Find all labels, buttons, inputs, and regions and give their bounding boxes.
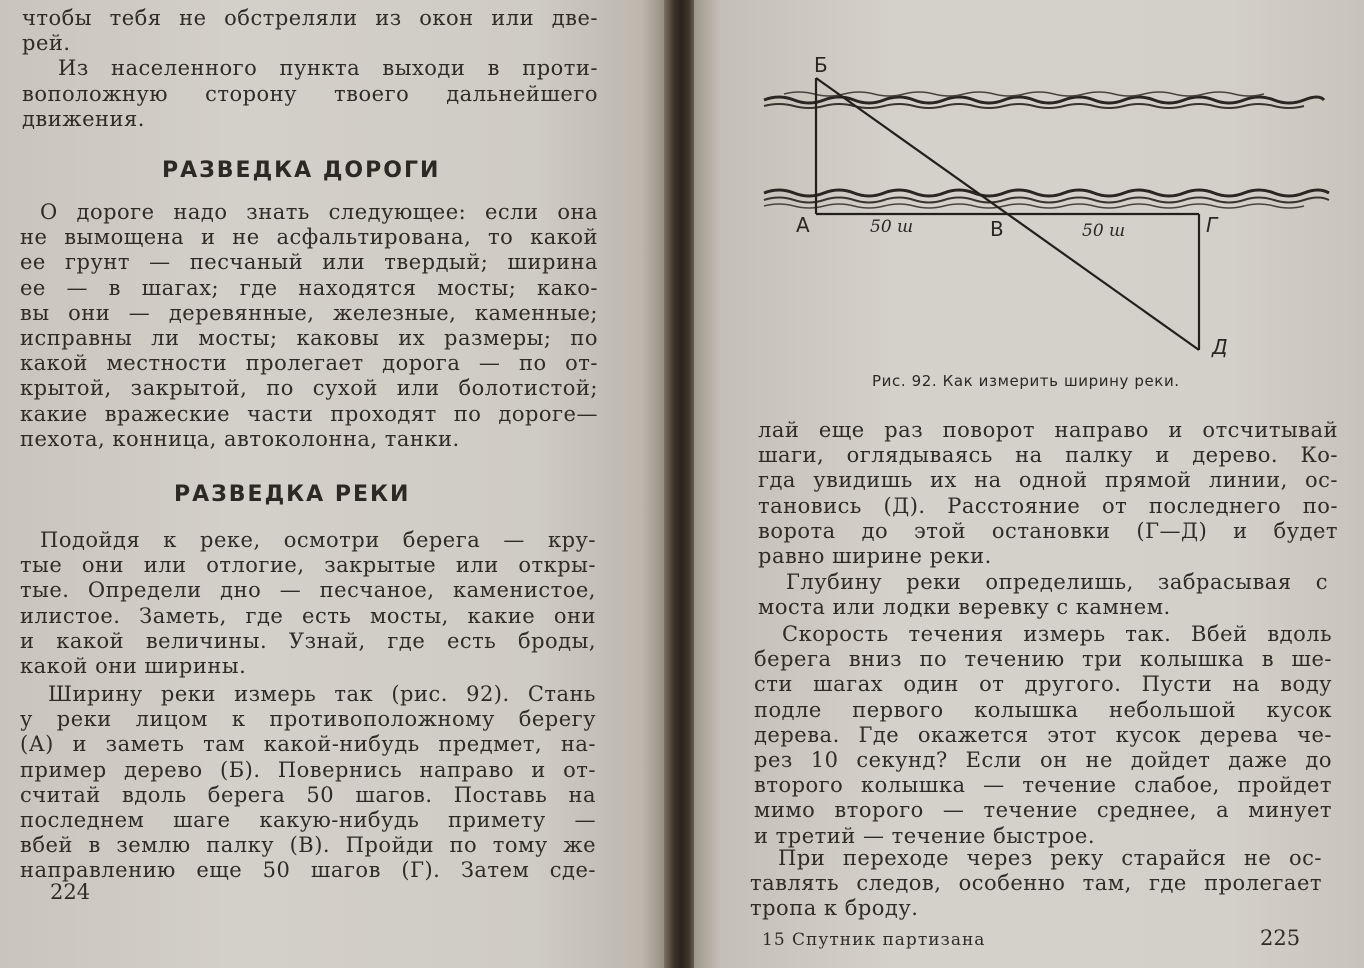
label-b: Б <box>814 53 828 77</box>
text-line: моста или лодки веревку с камнем. <box>758 595 1171 620</box>
text-line: (А) и заметь там какой-нибудь предмет, на- <box>20 732 596 757</box>
distance-a-v: 50 ш <box>870 217 914 237</box>
text-line: О дороге надо знать следующее: если она <box>40 200 598 224</box>
text-line: Скорость течения измерь так. Вбей вдоль <box>782 622 1332 646</box>
text-line: Глубину реки определишь, забрасывая с <box>786 570 1328 594</box>
road-text <box>20 200 598 452</box>
text-line: тые. Определи дно — песчаное, каменистое, <box>20 578 596 603</box>
river-text-2 <box>20 682 596 884</box>
river-width-diagram <box>754 48 1344 368</box>
text-line: гда увидишь их на одной прямой линии, ос- <box>758 468 1338 493</box>
page-number-right: 225 <box>1260 926 1301 950</box>
section-heading-road: РАЗВЕДКА ДОРОГИ <box>162 158 441 183</box>
text-line: чтобы тебя не обстреляли из окон или две- <box>22 6 598 30</box>
text-line: тавлять следов, особенно там, где пролегает <box>750 871 1322 896</box>
text-line: лай еще раз поворот направо и отсчитывай <box>758 418 1338 442</box>
text-line: При переходе через реку старайся не ос- <box>778 846 1322 870</box>
text-line: исправны ли мосты; каковы их размеры; по <box>20 326 598 351</box>
text-line: и третий — течение быстрое. <box>754 823 1095 848</box>
text-line: тановись (Д). Расстояние от последнего по- <box>758 493 1338 518</box>
page-number-left: 224 <box>50 880 91 904</box>
text-line: пример дерево (Б). Повернись направо и от- <box>20 757 596 782</box>
distance-v-g: 50 ш <box>1082 221 1126 241</box>
text-line: какие вражеские части проходят по дороге— <box>20 401 598 426</box>
label-d: Д <box>1212 335 1228 359</box>
text-line: вы они — деревянные, железные, каменные; <box>20 300 598 325</box>
figure-caption: Рис. 92. Как измерить ширину реки. <box>872 372 1180 390</box>
signature-mark: 15 Спутник партизана <box>762 930 986 950</box>
text-line: дерева. Где окажется этот кусок дерева че- <box>754 722 1332 747</box>
text-line: равно ширине реки. <box>758 544 992 569</box>
section-heading-river: РАЗВЕДКА РЕКИ <box>174 482 411 507</box>
text-line: рей. <box>22 31 71 56</box>
text-line: не вымощена и не асфальтирована, то какой <box>20 225 598 250</box>
text-line: сти шагах один от другого. Пусти на воду <box>754 672 1332 697</box>
text-line: ее — в шагах; где находятся мосты; како- <box>20 275 598 300</box>
label-a: А <box>796 213 810 237</box>
text-line: рез 10 секунд? Если он не дойдет даже до <box>754 748 1332 773</box>
text-line: подле первого колышка небольшой кусок <box>754 697 1332 722</box>
text-line: мимо второго — течение среднее, а минует <box>754 798 1332 823</box>
text-line: считай вдоль берега 50 шагов. Поставь на <box>20 782 596 807</box>
river-text-1 <box>20 528 596 679</box>
text-line: ее грунт — песчаный или твердый; ширина <box>20 250 598 275</box>
text-line: крытой, закрытой, по сухой или болотистой; <box>20 376 598 401</box>
text-line: второго колышка — течение слабое, пройдет <box>754 773 1332 798</box>
text-line: воположную сторону твоего дальнейшего <box>22 81 598 106</box>
text-line: вбей в землю палку (В). Пройди по тому же <box>20 833 596 858</box>
right-text-2 <box>758 570 1328 620</box>
text-line: тые они или отлогие, закрытые или откры- <box>20 553 596 578</box>
text-line: Подойдя к реке, осмотри берега — кру- <box>40 528 596 552</box>
text-line: какой они ширины. <box>20 654 247 679</box>
intro-text <box>22 6 598 132</box>
right-text-4 <box>750 846 1322 922</box>
text-line: пехота, конница, автоколонна, танки. <box>20 426 460 451</box>
text-line: Ширину реки измерь так (рис. 92). Стань <box>48 682 596 706</box>
right-page <box>694 0 1364 968</box>
left-page <box>0 0 668 968</box>
text-line: какой местности пролегает дорога — по от- <box>20 351 598 376</box>
text-line: последнем шаге какую-нибудь примету — <box>20 808 596 833</box>
text-line: тропа к броду. <box>750 896 919 921</box>
text-line: ворота до этой остановки (Г—Д) и будет <box>758 518 1338 543</box>
text-line: направлению еще 50 шагов (Г). Затем сде- <box>20 858 596 883</box>
text-line: Из населенного пункта выходи в проти- <box>58 56 598 81</box>
label-v: В <box>990 217 1004 241</box>
text-line: илистое. Заметь, где есть мосты, какие они <box>20 603 596 628</box>
text-line: движения. <box>22 106 145 131</box>
label-g: Г <box>1206 213 1218 237</box>
book-gutter <box>664 0 698 968</box>
right-text-1 <box>758 418 1338 569</box>
right-text-3 <box>754 622 1332 849</box>
text-line: и какой величины. Узнай, где есть броды, <box>20 628 596 653</box>
text-line: берега вниз по течению три колышка в ше- <box>754 647 1332 672</box>
text-line: шаги, оглядываясь на палку и дерево. Ко- <box>758 443 1338 468</box>
near-riverbank <box>764 190 1329 196</box>
text-line: у реки лицом к противоположному берегу <box>20 707 596 732</box>
